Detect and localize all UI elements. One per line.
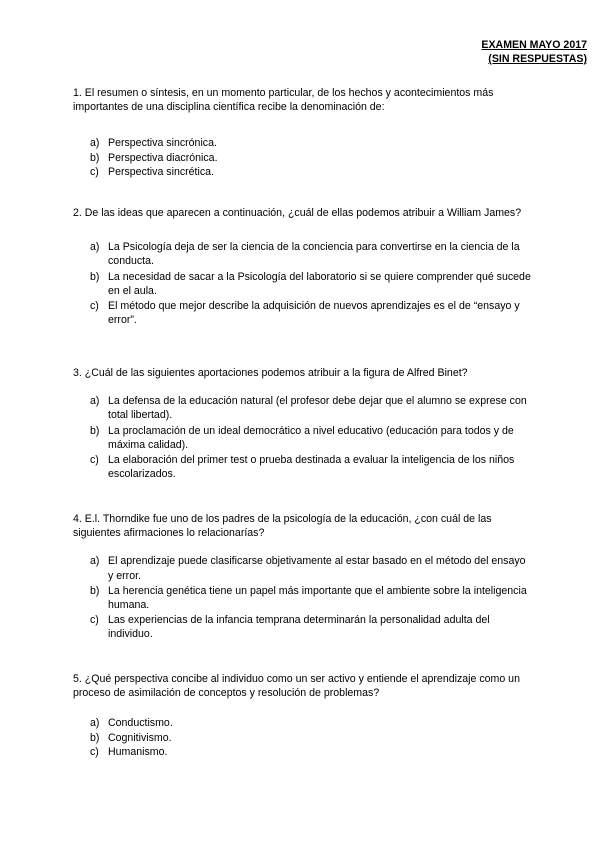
option-letter: a) [90,555,100,568]
exam-subtitle: (SIN RESPUESTAS) [488,53,587,65]
question-1 [73,86,531,179]
exam-title: EXAMEN MAYO 2017 [481,39,587,51]
question-3-options [73,394,531,481]
option-b [73,270,531,298]
option-text: Cognitivismo. [108,731,172,744]
question-3 [73,366,531,481]
option-a [73,240,531,268]
option-letter: c) [90,454,99,467]
question-2-text: 2. De las ideas que aparecen a continuación, ¿cuál de ellas podemos atribuir a William James? [73,207,522,219]
option-c [73,453,531,481]
option-text: La elaboración del primer test o prueba destinada a evaluar la inteligencia de los niños escolarizados. [108,454,515,481]
question-5-options [73,716,531,759]
option-a [73,554,531,582]
option-text: Conductismo. [108,717,173,730]
option-letter: c) [90,745,99,758]
question-2-options [73,240,531,327]
question-5-text: 5. ¿Qué perspectiva concibe al individuo como un ser activo y entiende el aprendizaje como un proceso de asimilación de conceptos y resolución de problemas? [73,673,520,700]
option-letter: a) [90,717,100,730]
option-letter: b) [90,584,100,597]
option-b [73,584,531,612]
option-text: La proclamación de un ideal democrático a nivel educativo (educación para todos y de máxima calidad). [108,424,514,451]
option-a [73,394,531,422]
question-1-text: 1. El resumen o síntesis, en un momento particular, de los hechos y acontecimientos más importantes de una disciplina científica recibe la denominación de: [73,87,494,114]
question-4-text: 4. E.l. Thorndike fue uno de los padres de la psicología de la educación, ¿con cuál de las siguientes afirmaciones lo relacionarías? [73,513,492,540]
question-5 [73,672,531,759]
option-c [73,165,531,179]
option-a [73,136,531,150]
option-b [73,731,531,745]
option-letter: c) [90,300,99,313]
option-letter: a) [90,137,100,150]
question-4-options [73,554,531,641]
question-4 [73,512,531,642]
option-text: La Psicología deja de ser la ciencia de la conciencia para convertirse en la ciencia de la conducta. [108,241,520,268]
question-3-text: 3. ¿Cuál de las siguientes aportaciones podemos atribuir a la figura de Alfred Binet? [73,367,468,379]
option-text: Las experiencias de la infancia temprana determinarán la personalidad adulta del individuo. [108,614,490,641]
option-text: El método que mejor describe la adquisición de nuevos aprendizajes es el de “ensayo y error”. [108,300,520,327]
option-letter: b) [90,731,100,744]
option-letter: b) [90,424,100,437]
option-text: Perspectiva sincrónica. [108,137,217,150]
option-a [73,716,531,730]
option-text: La herencia genética tiene un papel más importante que el ambiente sobre la inteligencia humana. [108,584,527,612]
option-letter: a) [90,241,100,254]
option-text: La necesidad de sacar a la Psicología del laboratorio si se quiere comprender qué sucede en el aula. [108,270,531,297]
option-text: La defensa de la educación natural (el profesor debe dejar que el alumno se exprese con total libertad). [108,395,527,422]
exam-header [481,38,587,66]
option-letter: b) [90,270,100,283]
option-text: Perspectiva sincrética. [108,165,214,178]
option-letter: c) [90,614,99,627]
option-c [73,299,531,327]
option-text: Humanismo. [108,745,168,758]
question-1-options [73,136,531,179]
option-letter: c) [90,165,99,178]
option-c [73,745,531,759]
question-2 [73,206,531,327]
option-letter: a) [90,395,100,408]
option-b [73,151,531,165]
option-c [73,613,531,641]
option-letter: b) [90,151,100,164]
option-text: Perspectiva diacrónica. [108,151,218,164]
option-b [73,424,531,452]
option-text: El aprendizaje puede clasificarse objetivamente al estar basado en el método del ensayo y error. [108,555,526,582]
